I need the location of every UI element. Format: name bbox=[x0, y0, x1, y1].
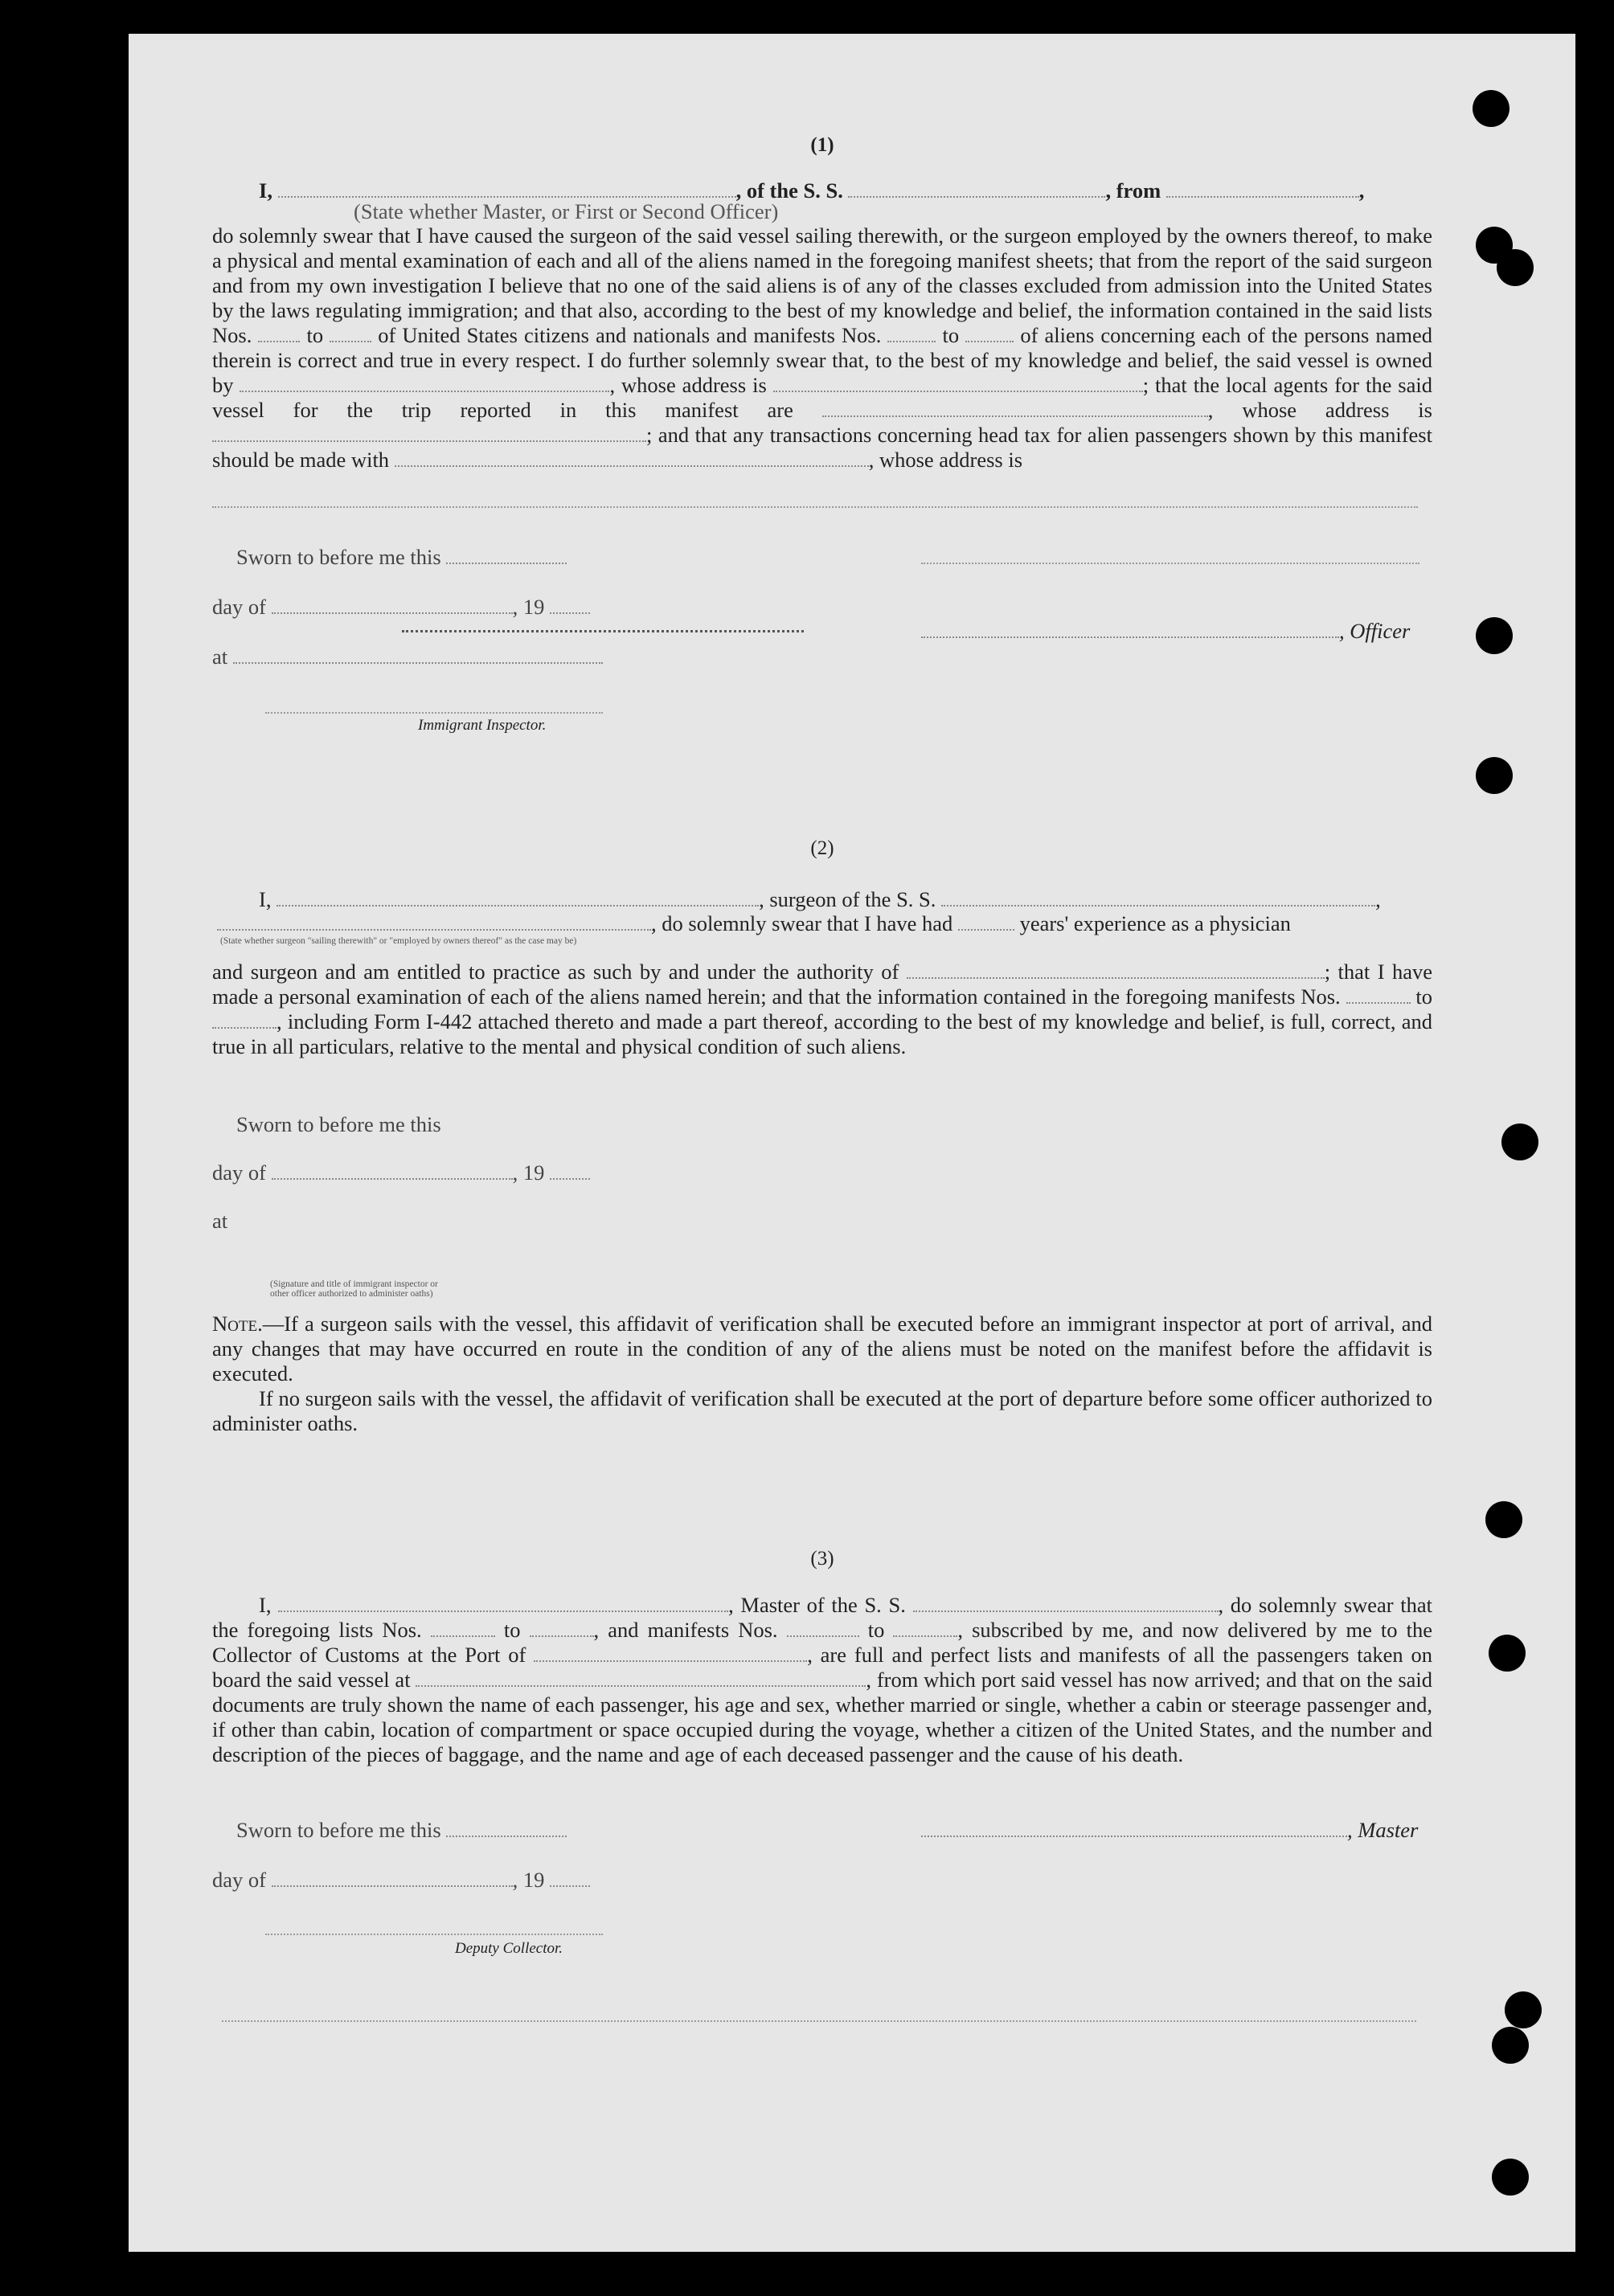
surgeon-line: I, , surgeon of the S. S. , bbox=[259, 887, 1381, 911]
manifests-from-field[interactable] bbox=[787, 1619, 859, 1637]
vessel-name-field[interactable] bbox=[848, 180, 1105, 198]
sworn-line: Sworn to before me this bbox=[236, 1112, 441, 1136]
manifests-to-field[interactable] bbox=[965, 325, 1014, 342]
section-number: (3) bbox=[810, 1548, 834, 1570]
deputy-signature-line[interactable] bbox=[265, 1934, 603, 1935]
head-tax-agent-field[interactable] bbox=[395, 449, 869, 467]
section-3-body: I, , Master of the S. S. , do solemnly swear that the foregoing lists Nos. to , and manifests Nos. to , subscribed by me, and now delivered by me to the Collector of Customs at the Port of , are full and perfect lists and manifests of all the passengers taken on board the said vessel at , from which port said vessel has now arrived; and that on the said documents are truly shown the name of each passenger, his age and sex, whether married or single, whether a cabin or steerage passenger and, if other than cabin, location of compartment or space occupied during the voyage, whether a citizen of the United States, and the number and description of the pieces of baggage, and the name and age of each deceased passenger and the cause of his death. bbox=[212, 1593, 1433, 1766]
year-field[interactable] bbox=[550, 1162, 590, 1180]
vessel-field[interactable] bbox=[913, 1594, 1219, 1612]
officer-field[interactable] bbox=[921, 620, 1339, 638]
manifests-to-field[interactable] bbox=[893, 1619, 957, 1637]
punch-hole bbox=[1476, 757, 1513, 794]
lists-from-field[interactable] bbox=[431, 1619, 495, 1637]
section-number: (1) bbox=[810, 134, 834, 156]
day-of-line: day of , 19 bbox=[212, 595, 590, 620]
manifests-to-field[interactable] bbox=[212, 1011, 277, 1029]
agents-field[interactable] bbox=[822, 399, 1208, 417]
authority-field[interactable] bbox=[907, 961, 1325, 979]
years-field[interactable] bbox=[958, 913, 1014, 931]
note: Note.—If a surgeon sails with the vessel, this affidavit of verification shall be executed before an immigrant inspector at port of arrival, and any changes that may have occurred en route in the condition of any of the aliens must be noted on the manifest before the affidavit is executed. bbox=[212, 1312, 1432, 1385]
head-tax-address-field[interactable] bbox=[212, 506, 1418, 508]
master-name-field[interactable] bbox=[278, 1594, 728, 1612]
embarkation-field[interactable] bbox=[416, 1669, 866, 1687]
declarant-line: I, , of the S. S. , from , bbox=[259, 178, 1365, 203]
signature-label: (Signature and title of immigrant inspector or other officer authorized to administer oaths) bbox=[270, 1279, 438, 1299]
punch-hole bbox=[1497, 249, 1534, 286]
port-field[interactable] bbox=[534, 1644, 807, 1662]
punch-hole bbox=[1492, 2159, 1529, 2196]
surgeon-line-2: , do solemnly swear that I have had years' experience as a physician bbox=[217, 911, 1291, 936]
lists-to-field[interactable] bbox=[330, 325, 371, 342]
section-2-body: and surgeon and am entitled to practice as such by and under the authority of ; that I have made a personal examination of each of the aliens named herein; and that the information contained in the foregoing manifests Nos. to , including Form I-442 attached thereto and made a part thereof, according to the best of my knowledge and belief, is full, correct, and true in all particulars, relative to the mental and physical condition of such aliens. bbox=[212, 960, 1433, 1058]
punch-hole bbox=[1485, 1501, 1522, 1538]
punch-hole bbox=[1505, 1991, 1542, 2028]
at-line: at bbox=[212, 1209, 228, 1233]
sworn-date-field[interactable] bbox=[446, 546, 567, 564]
day-of-field[interactable] bbox=[272, 1869, 513, 1887]
lists-from-field[interactable] bbox=[258, 325, 300, 342]
note-2: If no surgeon sails with the vessel, the affidavit of verification shall be executed at the port of departure before some officer authorized to administer oaths. bbox=[212, 1386, 1432, 1435]
surgeon-vessel-field[interactable] bbox=[941, 889, 1375, 907]
master-signature-line: , Master bbox=[921, 1818, 1418, 1843]
sworn-line: Sworn to before me this bbox=[236, 545, 567, 570]
owner-address-field[interactable] bbox=[773, 374, 1143, 392]
lists-to-field[interactable] bbox=[530, 1619, 594, 1637]
dotted-line bbox=[402, 630, 804, 632]
day-of-line: day of , 19 bbox=[212, 1160, 590, 1185]
at-field[interactable] bbox=[233, 646, 603, 664]
surgeon-sub-label: (State whether surgeon "sailing therewith" or "employed by owners thereof" as the case may be) bbox=[220, 936, 577, 946]
agents-address-field[interactable] bbox=[212, 424, 646, 442]
section-number: (2) bbox=[810, 837, 834, 859]
day-of-field[interactable] bbox=[272, 1162, 513, 1180]
punch-hole bbox=[1476, 617, 1513, 654]
signature-line[interactable] bbox=[921, 563, 1419, 564]
inspector-label: Immigrant Inspector. bbox=[418, 717, 547, 734]
declarant-sub-label: (State whether Master, or First or Second Officer) bbox=[354, 199, 779, 223]
deputy-label: Deputy Collector. bbox=[455, 1940, 563, 1957]
owner-field[interactable] bbox=[240, 374, 609, 392]
master-signature-field[interactable] bbox=[921, 1819, 1347, 1837]
officer-line: , Officer bbox=[921, 619, 1410, 644]
punch-hole bbox=[1489, 1635, 1526, 1672]
punch-hole bbox=[1501, 1123, 1538, 1160]
manifests-from-field[interactable] bbox=[887, 325, 936, 342]
from-port-field[interactable] bbox=[1166, 180, 1359, 198]
section-1-body: do solemnly swear that I have caused the surgeon of the said vessel sailing therewith, or the surgeon employed by the owners thereof, to make a physical and mental examination of each and all of the aliens named in the foregoing manifest sheets; that from the report of the said surgeon and from my own investigation I believe that no one of the said aliens is of any of the classes excluded from admission into the United States by the laws regulating immigration; and that also, according to the best of my knowledge and belief, the information contained in the said lists Nos. to of United States citizens and nationals and manifests Nos. to of aliens concerning each of the persons named therein is correct and true in every respect. I do further solemnly swear that, to the best of my knowledge and belief, the said vessel is owned by , whose address is ; that the local agents for the said vessel for the trip reported in this manifest are , whose address is ; and that any transactions concerning head tax for alien passengers shown by this manifest should be made with , whose address is bbox=[212, 223, 1433, 472]
punch-hole bbox=[1473, 90, 1510, 127]
day-of-field[interactable] bbox=[272, 596, 513, 614]
sworn-date-field[interactable] bbox=[446, 1819, 567, 1837]
punch-hole bbox=[1492, 2027, 1529, 2064]
declarant-field[interactable] bbox=[278, 180, 736, 198]
bottom-rule bbox=[222, 2020, 1416, 2022]
at-line: at bbox=[212, 645, 603, 669]
manifests-from-field[interactable] bbox=[1346, 986, 1411, 1004]
day-of-line: day of , 19 bbox=[212, 1868, 590, 1893]
year-field[interactable] bbox=[550, 1869, 590, 1887]
year-field[interactable] bbox=[550, 596, 590, 614]
sworn-line: Sworn to before me this bbox=[236, 1818, 567, 1843]
surgeon-name-field[interactable] bbox=[277, 889, 759, 907]
surgeon-status-field[interactable] bbox=[217, 913, 651, 931]
inspector-signature-line[interactable] bbox=[265, 712, 603, 714]
